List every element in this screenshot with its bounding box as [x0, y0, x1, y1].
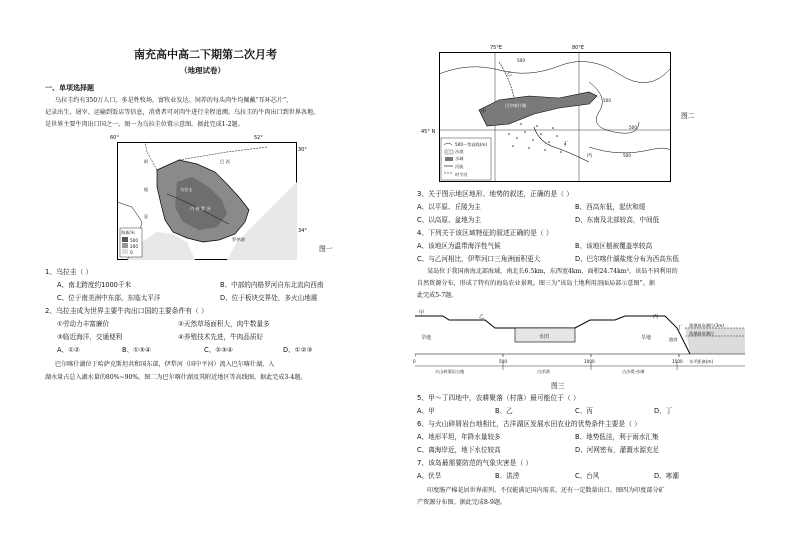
map2-lake-label: 巴尔喀什湖: [505, 103, 526, 108]
map2-graphic: [439, 52, 671, 182]
question-7-choice-d[interactable]: D、寒潮: [654, 472, 679, 480]
question-5-stem: 5、甲～丁四地中，农耕聚落（村落）最可能位于（ ）: [417, 394, 580, 402]
question-4-option-a[interactable]: A、该地区为温带海洋性气候: [417, 242, 501, 250]
question-4-option-b[interactable]: B、该地区植被覆盖率较高: [575, 242, 653, 250]
question-7-choice-a[interactable]: A、伏旱: [417, 472, 442, 480]
question-6-option-c[interactable]: C、离海岸近，地下水位较高: [417, 446, 501, 454]
question-6-option-d[interactable]: D、河网密布，灌溉水源充足: [575, 446, 660, 454]
question-2-item-4: ④养殖技术先进，牛肉品质好: [178, 333, 264, 341]
question-5-choice-b[interactable]: B、乙: [495, 407, 513, 415]
question-6-option-b[interactable]: B、地势低洼，利于雨水汇集: [575, 433, 659, 441]
question-1-option-a[interactable]: A、南北跨度约1000千米: [57, 281, 132, 289]
question-3-option-c[interactable]: C、以高原、盆地为主: [417, 216, 481, 224]
map2-contour-4: 500: [623, 153, 631, 158]
right-column: [397, 0, 794, 560]
figure3-bottom-sandbar: 古沙堤-沙滩: [622, 369, 645, 374]
map1-legend-0: 0: [130, 250, 133, 255]
map1-country-label-gen: 根: [144, 187, 149, 192]
figure3-tick-500: 500: [499, 359, 507, 364]
map1-lon-label-60: 60°: [110, 135, 119, 141]
map2-legend-contour: 500～等高线(m): [455, 142, 488, 147]
question-2-choice-a[interactable]: A、①②: [57, 346, 80, 354]
page-title: 南充高中高二下期第二次月考: [134, 48, 277, 61]
question-2-choice-d[interactable]: D、①②③: [283, 346, 313, 354]
figure3-unit-paddy: 水田: [539, 334, 550, 340]
figure3-unit-harbor: 港湾: [669, 337, 678, 342]
question-5-choice-a[interactable]: A、甲: [417, 407, 435, 415]
question-2-choice-c[interactable]: C、②③④: [204, 346, 233, 354]
intro-paragraph-2-line1: 巴尔喀什湖位于哈萨克斯坦共和国东部，伊犁河（国中平河）流入巴尔喀什湖，入: [55, 361, 275, 368]
intro-paragraph-4-line1: 印度肠产棉花居世界前列。不仅能满足国内需求，还有一定数量出口。图四为印度部分矿: [427, 487, 665, 494]
map2-place-yi: 乙: [507, 71, 513, 77]
question-2-stem: 2、乌拉圭成为世界主要牛肉出口国的主要条件有（ ）: [45, 307, 208, 315]
page-subtitle: （地理试卷）: [180, 66, 225, 75]
intro-paragraph-1-line2: 记录出生、屠宰、运输到饭店等信息，消费者可对肉牛进行全程追溯。乌拉圭的牛肉出口到世界各地，: [45, 109, 320, 116]
question-7-stem: 7、该岛最需要防范的气象灾害是（ ）: [417, 459, 533, 467]
map1-legend-title: 海拔/米: [121, 230, 135, 235]
map2-legend-seasonal-river: 时令河: [455, 172, 468, 177]
question-6-stem: 6、与火山碎屑岩台地相比，古洋湖区发展水田农业的优势条件主要是（ ）: [417, 420, 641, 428]
map1-lat-label-30: 30°: [298, 147, 307, 153]
map2-lat-label: 45° N: [421, 129, 436, 135]
figure3-bottom-volcanic: 火山碎屑岩台地: [435, 369, 465, 374]
question-3-stem: 3、关于图示地区地形、地势的叙述，正确的是（ ）: [417, 190, 574, 198]
figure3-unit-dryland-2: 旱地: [641, 335, 652, 341]
figure3-tick-1500: 1500: [672, 359, 683, 364]
section-heading: 一、单项选择题: [45, 84, 94, 92]
map1-legend-200: 200: [130, 244, 138, 249]
figure3-zone-bing: 丙: [653, 314, 659, 320]
question-1-stem: 1、乌拉圭（ ）: [45, 268, 93, 276]
question-3-option-b[interactable]: B、西高东低，起伏和缓: [575, 203, 646, 211]
question-1-option-c[interactable]: C、位于南美洲中东部，东临太平洋: [57, 294, 161, 302]
map1-uruguay-label: 乌拉圭: [180, 187, 193, 192]
map1-lat-label-34: 34°: [298, 228, 307, 234]
figure3-tick-1000: 1000: [584, 359, 595, 364]
figure3-zone-jia: 甲: [419, 310, 425, 316]
question-3-option-d[interactable]: D、东南及北部较高，中间低: [575, 216, 660, 224]
map2-lon-label-80: 80°E: [572, 45, 585, 51]
question-2-item-2: ②天然草场面积大，肉牛数量多: [178, 320, 270, 328]
figure3-x-unit: 水平距离(m): [689, 359, 714, 364]
question-6-option-a[interactable]: A、地形平坦，年降水量较多: [417, 433, 501, 441]
map2-contour-1: 500: [517, 58, 525, 63]
intro-paragraph-1-line1: 乌拉圭约有350万人口，多是牲牧场，富牧业发达。饲养的每头肉牛均佩戴“耳环芯片”，: [55, 97, 293, 104]
question-7-choice-c[interactable]: C、台风: [575, 472, 600, 480]
figure3-zone-ding: 丁: [677, 325, 683, 331]
figure3-tide-low: 落潮最低潮位: [689, 331, 715, 336]
intro-paragraph-4-line2: 产资源分布图。据此完成8-9题。: [417, 499, 507, 506]
figure3-unit-dryland-1: 旱地: [421, 335, 432, 341]
map2-place-ding: 丁: [563, 141, 569, 147]
intro-paragraph-3-line3: 此完成5-7题。: [417, 292, 458, 299]
question-1-option-d[interactable]: D、位于板块交界处，多火山地震: [220, 294, 318, 302]
question-1-option-b[interactable]: B、中部的内格罗河自东北流向西南: [220, 281, 324, 289]
map2-legend-water: 水域: [455, 156, 464, 161]
question-2-choice-b[interactable]: B、①③④: [122, 346, 151, 354]
figure3-tide-high: 涨潮最高潮位(3m): [689, 323, 725, 328]
map1-lagoon-label: 罗伊湖: [232, 237, 245, 242]
figure-3-caption: 图三: [551, 382, 565, 390]
intro-paragraph-1-line3: 是世界主要牛肉出口国之一。图一为乌拉圭位置示意图。据此完成1-2题。: [45, 121, 244, 128]
question-4-option-d[interactable]: D、巴尔喀什湖盐度分布为西高东低: [575, 255, 679, 263]
intro-paragraph-2-line2: 湖水量占总入湖水量的80%~90%。图二为巴尔喀什湖及其附近地区等高线图。据此完成3-4题。: [45, 374, 307, 381]
question-5-choice-d[interactable]: D、丁: [654, 407, 673, 415]
map1-country-label-ting: 廷: [144, 214, 149, 219]
map2-contour-3: 500: [629, 125, 637, 130]
map1-lon-label-52: 52°: [254, 135, 263, 141]
intro-paragraph-3-line2: 自然资源分布，形成了特有的海岛农业景观。图三为“该岛土地利用剖面局部示意图”。据: [417, 280, 655, 287]
figure-1-caption: 图一: [319, 245, 333, 253]
question-2-item-3: ③临近海洋，交通便利: [57, 333, 123, 341]
map2-place-jia: 甲: [481, 109, 487, 115]
intro-paragraph-3-line1: 某岛位于我国南海北部海域，南北长6.5km，东西宽4km，面积24.74km²。该岛不同利用的: [427, 268, 678, 275]
map2-lon-label-75: 75°E: [490, 45, 503, 51]
question-4-option-c[interactable]: C、与乙河相比，伊犁河口三角洲面积更大: [417, 255, 541, 263]
map1-country-label-brazil: 巴 西: [220, 159, 230, 164]
map1-country-label-a: 阿: [144, 159, 149, 164]
question-5-choice-c[interactable]: C、丙: [575, 407, 593, 415]
map2-legend-river: 河流: [455, 164, 464, 169]
figure3-bottom-lagoon: 古洋湖: [537, 369, 550, 374]
map2-place-bing: 丙: [587, 153, 593, 159]
question-2-item-1: ①劳动力丰富廉价: [57, 320, 110, 328]
question-7-choice-b[interactable]: B、洪涝: [495, 472, 520, 480]
map2-contour-2: 500: [603, 98, 611, 103]
map1-river-label: 内 格 罗 河: [190, 206, 211, 211]
figure3-zone-yi: 乙: [479, 314, 485, 320]
figure3-tick-0: 0: [413, 359, 416, 364]
map2-legend-desert: 沙漠: [455, 149, 464, 154]
map1-legend-500: 500: [130, 238, 138, 243]
question-4-stem: 4、下列关于该区域特征的叙述正确的是（ ）: [417, 229, 553, 237]
figure-2-caption: 图二: [681, 112, 695, 120]
question-3-option-a[interactable]: A、以平原、丘陵为主: [417, 203, 481, 211]
